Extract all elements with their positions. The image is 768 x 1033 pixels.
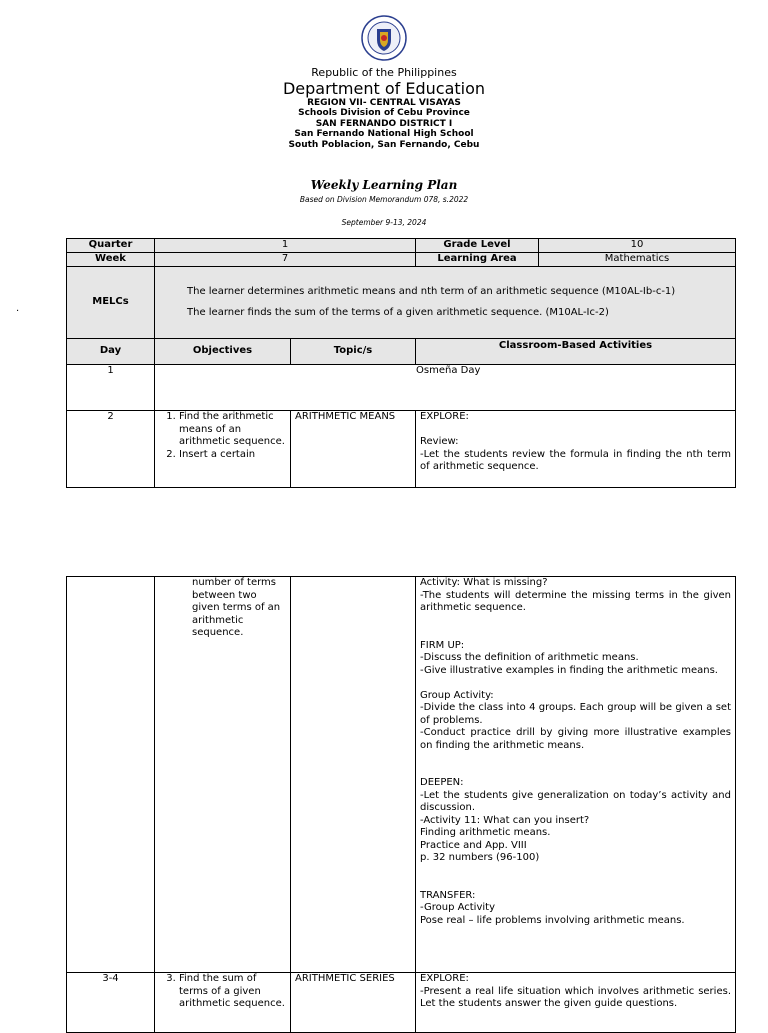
department-title: Department of Education: [282, 79, 486, 98]
deped-seal-logo: [361, 15, 407, 61]
plan-date: September 9-13, 2024: [341, 218, 427, 227]
district-line: SAN FERNANDO DISTRICT I: [315, 119, 453, 129]
table-row: [67, 577, 736, 973]
objective-item: 2. Insert a certain: [179, 449, 286, 462]
activities-cell: EXPLORE: Review: -Let the students review the formula in finding the nth term of arithmetic sequence.: [416, 411, 736, 488]
learning-area-label: Learning Area: [416, 253, 539, 267]
col-activities: Classroom-Based Activities: [416, 339, 736, 365]
activities-cell: EXPLORE: -Present a real life situation which involves arithmetic series. Let the students answer the given guide questions.: [416, 973, 736, 1033]
col-day: Day: [67, 339, 155, 365]
day-cell: 1: [67, 365, 155, 411]
stray-dot: .: [16, 303, 20, 314]
col-topics: Topic/s: [291, 339, 416, 365]
weekly-plan-table-continued: [66, 576, 736, 1033]
melc-item: The learner determines arithmetic means and nth term of an arithmetic sequence (M10AL-Ib-c-1): [187, 285, 676, 297]
melc-item: The learner finds the sum of the terms of a given arithmetic sequence. (M10AL-Ic-2): [187, 307, 609, 318]
day1-note: Osmeña Day: [155, 365, 736, 411]
region-line: REGION VII- CENTRAL VISAYAS: [307, 98, 461, 108]
objective-item: 1. Find the arithmetic means of an arithmetic sequence.: [179, 411, 286, 449]
topic-cell: ARITHMETIC SERIES: [291, 973, 416, 1033]
address-line: South Poblacion, San Fernando, Cebu: [288, 140, 480, 150]
week-value: 7: [155, 253, 416, 267]
learning-area-value: Mathematics: [539, 253, 736, 267]
objectives-cell: [155, 411, 291, 488]
melcs-row: [67, 267, 736, 339]
activities-cell: Activity: What is missing? -The students will determine the missing terms in the given arithmetic sequence. FIRM UP: -Discuss the definition of arithmetic means. -Give illustrative examples in finding the arithmetic means. Group Activity: -Divide the class into 4 groups. Each group will be given a set of problems. -Conduct practice drill by giving more illustrative examples on finding the arithmetic means. DEEPEN: -Let the students give generalization on today’s activity and discussion. -Activity 11: What can you insert? Finding arithmetic means. Practice and App. VIII p. 32 numbers (96-100) TRANSFER: -Group Activity Pose real – life problems involving arithmetic means.: [416, 577, 736, 973]
school-line: San Fernando National High School: [294, 129, 474, 139]
plan-memo: Based on Division Memorandum 078, s.2022: [299, 195, 469, 204]
topic-cell: ARITHMETIC MEANS: [291, 411, 416, 488]
topic-cell: [291, 577, 416, 973]
republic-line: Republic of the Philippines: [311, 66, 457, 79]
quarter-label: Quarter: [67, 239, 155, 253]
table-row: [67, 411, 736, 488]
week-label: Week: [67, 253, 155, 267]
division-line: Schools Division of Cebu Province: [298, 108, 470, 118]
melcs-list: [155, 267, 736, 339]
column-header-row: [67, 339, 736, 365]
objective-item: 3. Find the sum of terms of a given arithmetic sequence.: [179, 973, 286, 1011]
objectives-list: [159, 411, 286, 461]
week-row: [67, 253, 736, 267]
table-row: [67, 365, 736, 411]
melcs-label: MELCs: [67, 267, 155, 339]
col-objectives: Objectives: [155, 339, 291, 365]
plan-title: Weekly Learning Plan: [310, 178, 458, 192]
quarter-row: [67, 239, 736, 253]
quarter-value: 1: [155, 239, 416, 253]
grade-level-value: 10: [539, 239, 736, 253]
grade-level-label: Grade Level: [416, 239, 539, 253]
objectives-list: [159, 973, 286, 1011]
weekly-plan-table: [66, 238, 736, 488]
day-cell: [67, 577, 155, 973]
day-cell: 2: [67, 411, 155, 488]
day-cell: 3-4: [67, 973, 155, 1033]
objectives-cell: number of terms between two given terms of an arithmetic sequence.: [155, 577, 291, 973]
